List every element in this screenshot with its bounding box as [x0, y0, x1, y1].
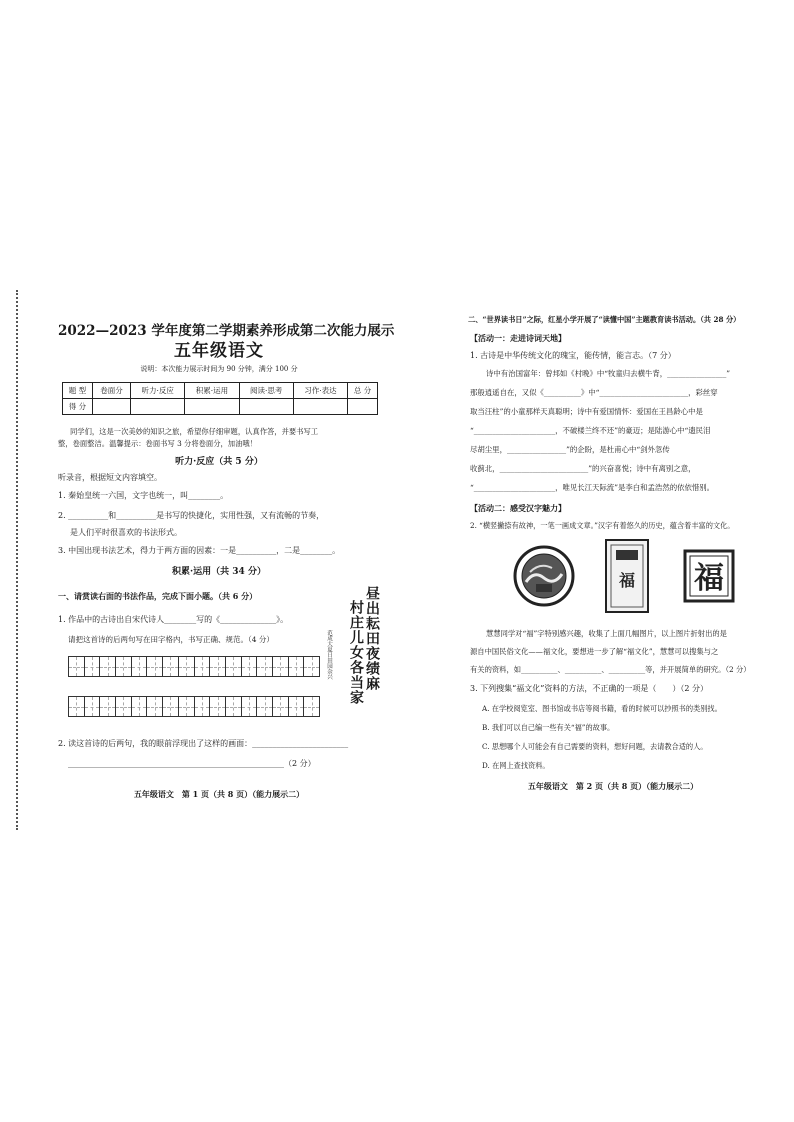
exam-page-2 [468, 300, 758, 820]
calligraphy-annotation: 范成大夏日田园杂兴 [326, 630, 332, 680]
section-1-question-1-instruction: 请把这首诗的后两句写在田字格内，书写正确、规范。（4 分） [68, 635, 274, 644]
poem-line-7: “______________________，唯见长江天际流”是李白和孟浩然的依依惜别。 [470, 483, 715, 492]
fu-paragraph-line-3: 有关的资料，如__________、__________、__________等，并开展简单的研究。（2 分） [470, 665, 751, 674]
poem-line-1: 诗中有治国富年：曾邦如《村晚》中“牧童归去横牛背，________________” [486, 369, 731, 378]
score-table-header-row [63, 383, 378, 399]
binding-margin-dotted-line [16, 290, 18, 830]
fu-square-seal-image [682, 548, 736, 604]
activity-1-title: 【活动一：走进诗词天地】 [470, 333, 566, 343]
section-2-heading: 二、“世界读书日”之际，红星小学开展了“读懂中国”主题教育读书活动。（共 28 分） [468, 315, 741, 324]
score-header-cell: 卷面分 [92, 383, 130, 399]
listening-question-3: 3. 中国出现书法艺术，得力于两方面的因素：一是__________，二是________。 [58, 546, 341, 555]
listening-question-1: 1. 秦始皇统一六国，文字也统一，叫________。 [58, 491, 229, 500]
fu-scroll-image [604, 538, 650, 614]
score-cell[interactable] [293, 399, 347, 415]
score-cell[interactable] [348, 399, 378, 415]
tianzige-grid-row-2[interactable] [68, 696, 320, 717]
listening-question-2: 2. __________和__________是书写的快捷化，实用性强，又有流畅的节奏， [58, 511, 325, 520]
accumulation-section-title: 积累·运用（共 34 分） [172, 567, 266, 577]
poem-line-3: 取当汪柱”的小童那样天真聪明；诗中有爱国情怀：爱国在王昌龄心中是 [470, 407, 703, 416]
score-header-cell: 习作·表达 [293, 383, 347, 399]
fu-round-seal-image [512, 544, 576, 608]
activity-2-title: 【活动二：感受汉字魅力】 [470, 503, 566, 513]
score-cell[interactable] [92, 399, 130, 415]
option-a[interactable]: A. 在学校阅览室、图书馆或书店等阅书籍，看的时候可以抄照书的类别找。 [482, 704, 722, 713]
poem-line-6: 收蓟北，________________________”的兴奋喜悦；诗中有离别之意， [470, 464, 696, 473]
score-header-cell: 题 型 [63, 383, 93, 399]
calligraphy-line-1: 昼出耘田夜绩麻 [364, 586, 380, 691]
right-question-1: 1. 古诗是中华传统文化的瑰宝，能传情，能言志。（7 分） [470, 351, 676, 360]
exam-note: 说明：本次能力展示时间为 90 分钟，满分 100 分 [140, 365, 298, 373]
poem-line-4: “______________________，不破楼兰终不还”的豪迈；是陆游心中“遗民泪 [470, 426, 711, 435]
section-1-question-1: 1. 作品中的古诗出自宋代诗人________写的《______________》。 [58, 615, 289, 624]
score-header-cell: 阅读·思考 [239, 383, 293, 399]
section-1-question-2: 2. 读这首诗的后两句，我的眼前浮现出了这样的画面：________________________ [58, 739, 349, 748]
listening-section-title: 听力·反应（共 5 分） [175, 457, 263, 467]
fu-paragraph-line-2: 源自中国民俗文化——福文化，要想进一步了解“福文化”，慧慧可以搜集与之 [470, 647, 719, 656]
right-question-2: 2. “横竖撇捺有故神，一笔一画成文章。”汉字有着悠久的历史，蕴含着丰富的文化。 [470, 521, 735, 530]
page-footer-1: 五年级语文 第 1 页（共 8 页）（能力展示二） [133, 789, 305, 799]
score-row-label: 得 分 [63, 399, 93, 415]
section-1-question-2-cont: ______________________________________________________（2 分） [68, 759, 316, 768]
fu-paragraph-line-1: 慧慧同学对“福”字特别感兴趣，收集了上面几幅图片，以上图片折射出的是 [486, 629, 727, 638]
intro-line-1: 同学们，这是一次美妙的知识之旅，希望你仔细审题，认真作答，并要书写工 [70, 427, 319, 436]
poem-line-5: 尽胡尘里，________________”的企盼，是杜甫心中“剑外忽传 [470, 445, 670, 454]
score-cell[interactable] [185, 399, 239, 415]
calligraphy-line-2: 村庄儿女各当家 [348, 600, 364, 705]
exam-page-1 [58, 300, 395, 820]
score-table [62, 382, 378, 415]
exam-subject-title: 五年级语文 [174, 341, 264, 361]
score-cell[interactable] [239, 399, 293, 415]
score-header-cell: 积累·运用 [185, 383, 239, 399]
option-c[interactable]: C. 思想哪个人可能会有自己需要的资料，想好问题，去请教合适的人。 [482, 742, 708, 751]
section-1-heading: 一、请赏读右面的书法作品，完成下面小题。（共 6 分） [58, 591, 258, 601]
page-footer-2: 五年级语文 第 2 页（共 8 页）（能力展示二） [527, 781, 699, 791]
fu-square-seal-character: 福 [694, 561, 724, 596]
option-d[interactable]: D. 在网上查找资料。 [482, 761, 550, 770]
tianzige-grid-row-1[interactable] [68, 656, 320, 677]
intro-line-2: 整，卷面整洁。温馨提示：卷面书写 3 分将卷面分，加油哦！ [58, 439, 257, 448]
right-question-3: 3. 下列搜集“福文化”资料的方法，不正确的一项是（ ）（2 分） [470, 684, 708, 693]
score-cell[interactable] [131, 399, 185, 415]
fu-scroll-character: 福 [618, 571, 636, 590]
poem-line-2: 那般逍遥自在，又似《__________》中“________________________，彩丝穿 [470, 388, 718, 397]
score-table-score-row [63, 399, 378, 415]
score-header-cell: 总 分 [348, 383, 378, 399]
option-b[interactable]: B. 我们可以自己编一些有关“福”的故事。 [482, 723, 615, 732]
listening-instruction: 听录音，根据短文内容填空。 [58, 473, 162, 482]
exam-title: 2022—2023 学年度第二学期素养形成第二次能力展示 [58, 323, 395, 339]
listening-question-2-cont: 是人们平时很喜欢的书法形式。 [70, 528, 182, 537]
score-header-cell: 听力·反应 [131, 383, 185, 399]
